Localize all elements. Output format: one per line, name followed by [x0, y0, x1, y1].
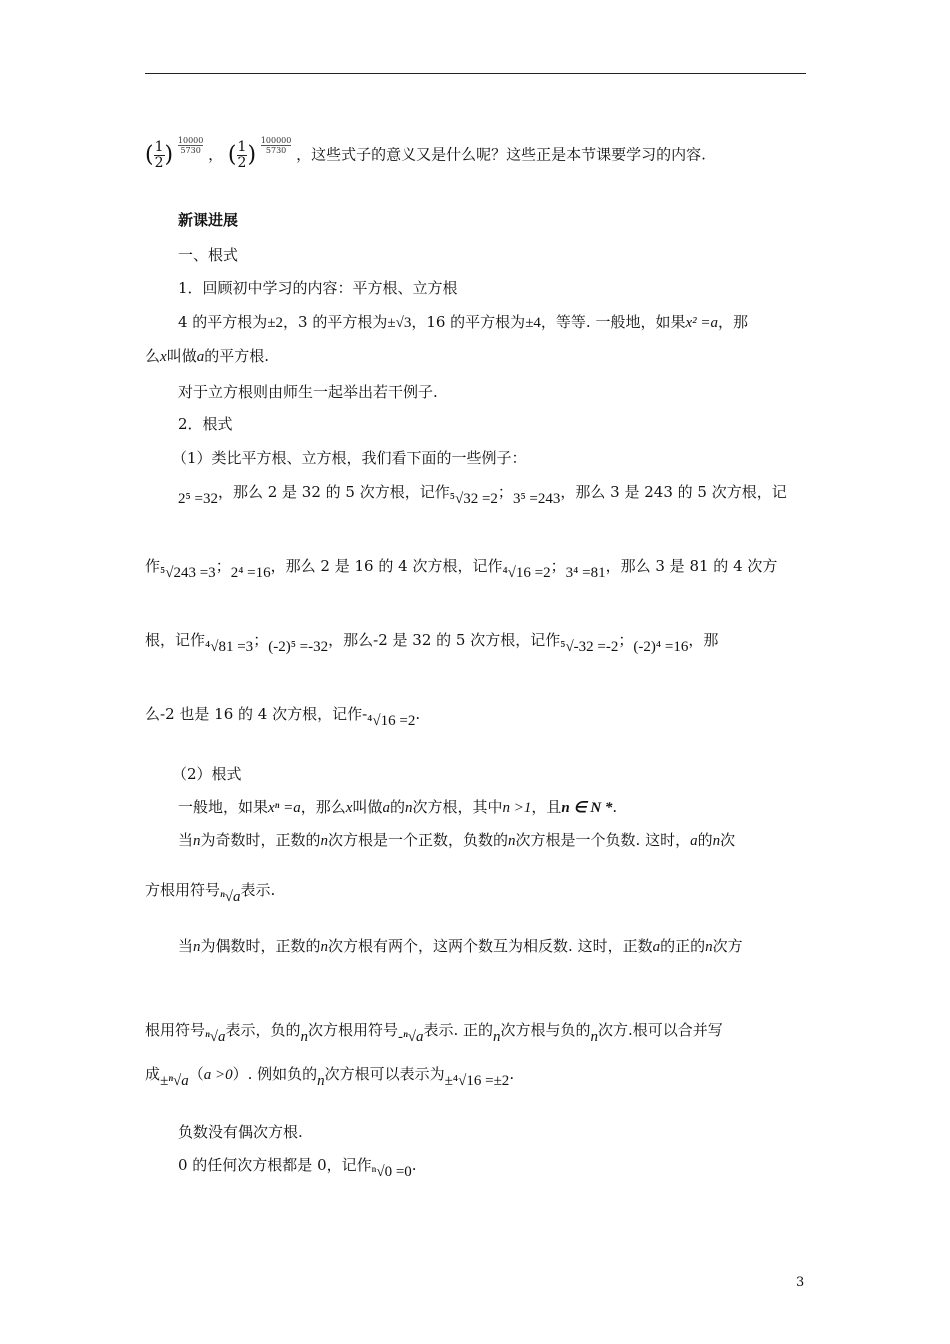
close-paren: )	[247, 142, 257, 168]
example-line-2: 作⁵√243 =3；2⁴ =16，那么 2 是 16 的 4 次方根，记作⁴√16 =2；3⁴ =81，那么 3 是 81 的 4 次方	[145, 557, 778, 581]
section-title: 一、根式	[178, 246, 239, 264]
odd-case-line1: 当n为奇数时，正数的n次方根是一个正数，负数的n次方根是一个负数. 这时，a的n次	[178, 831, 736, 849]
close-paren: )	[164, 142, 174, 168]
item-2: 2．根式	[178, 415, 233, 433]
example-line-3: 根，记作⁴√81 =3；(-2)⁵ =-32，那么-2 是 32 的 5 次方根，记作⁵√-32 =-2；(-2)⁴ =16，那	[145, 631, 719, 655]
even-case-line3: 成±ⁿ√a（a >0）. 例如负的n次方根可以表示为±⁴√16 =±2.	[145, 1065, 515, 1089]
open-paren: (	[227, 142, 237, 168]
sub-item-1: （1）类比平方根、立方根，我们看下面的一些例子：	[172, 449, 527, 467]
exponent-fraction: $\frac{10000}{5730}$	[177, 136, 204, 155]
open-paren: (	[145, 142, 154, 168]
sqrt-paragraph-line2: 么x叫做a的平方根.	[145, 347, 269, 365]
exponent-fraction: $\frac{100000}{5730}$	[260, 136, 292, 155]
intro-line	[145, 136, 706, 171]
cube-root-line: 对于立方根则由师生一起举出若干例子.	[178, 383, 438, 401]
fraction: $\frac{1}{2}$	[237, 139, 247, 171]
zero-root-line: 0 的任何次方根都是 0，记作ⁿ√0 =0.	[178, 1156, 417, 1180]
even-case-line2: 根用符号ⁿ√a表示，负的n次方根用符号-ⁿ√a表示. 正的n次方根与负的n次方.根可以合并写	[145, 1021, 723, 1045]
page-number: 3	[796, 1275, 805, 1290]
sub-item-2: （2）根式	[172, 765, 242, 783]
header-rule	[145, 73, 806, 74]
general-definition: 一般地，如果xⁿ =a，那么x叫做a的n次方根，其中n >1，且n ∈ N *.	[178, 798, 618, 816]
example-line-4: 么-2 也是 16 的 4 次方根，记作-⁴√16 =2.	[145, 705, 421, 729]
odd-case-line2: 方根用符号ⁿ√a表示.	[145, 881, 276, 905]
sqrt-paragraph-line1: 4 的平方根为±2，3 的平方根为±√3，16 的平方根为±4，等等. 一般地，如果x² =a，那	[178, 313, 749, 331]
even-case-line1: 当n为偶数时，正数的n次方根有两个，这两个数互为相反数. 这时，正数a的正的n次方	[178, 937, 743, 955]
section-heading: 新课进展	[178, 211, 239, 229]
intro-question: ，这些式子的意义又是什么呢？这些正是本节课要学习的内容.	[296, 145, 706, 164]
example-line-1: 2⁵ =32，那么 2 是 32 的 5 次方根，记作⁵√32 =2；3⁵ =243，那么 3 是 243 的 5 次方根，记	[178, 483, 787, 507]
no-even-root-line: 负数没有偶次方根.	[178, 1123, 303, 1141]
fraction: $\frac{1}{2}$	[154, 139, 164, 171]
separator: ，	[208, 145, 224, 164]
item-1: 1．回顾初中学习的内容：平方根、立方根	[178, 279, 458, 297]
